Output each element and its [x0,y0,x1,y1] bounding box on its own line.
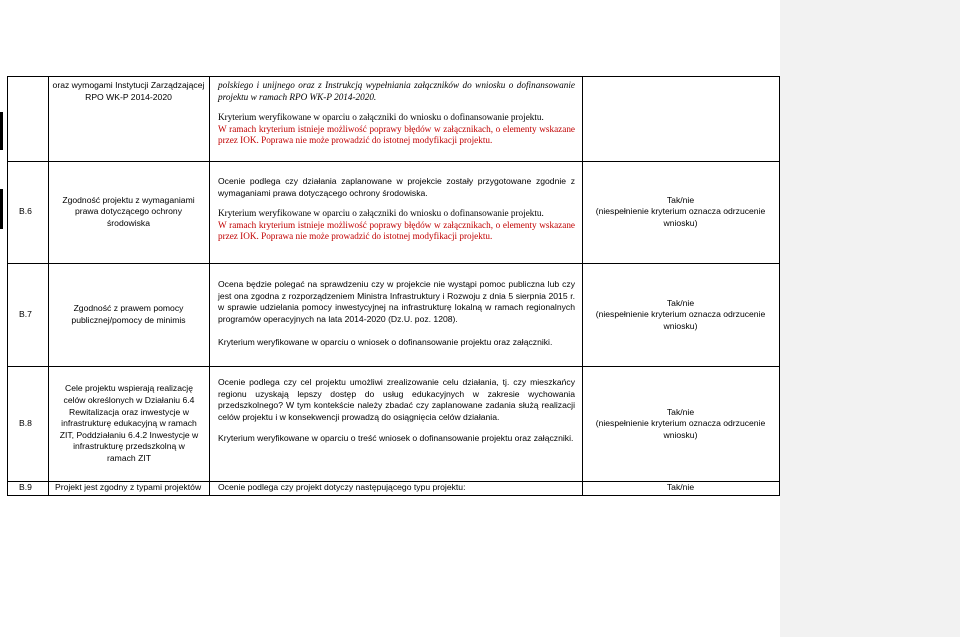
criterion-description [218,80,575,147]
criterion-correction-note: W ramach kryterium istnieje możliwość poprawy błędów w załącznikach, o elementy wskazane przez IOK. Poprawa nie może prowadzić do istotnej modyfikacji projektu. [218,219,575,242]
criterion-id: B.9 [19,482,32,492]
criterion-name: oraz wymogami Instytucji Zarządzającej RPO WK-P 2014-2020 [52,80,205,102]
criterion-id: B.7 [19,309,32,320]
col-border-id [48,76,49,496]
criterion-verdict: Tak/nie (niespełnienie kryterium oznacza odrzucenie wniosku) [595,194,766,228]
criterion-scope: Ocenie podlega czy działania zaplanowane w projekcie zostały przygotowane zgodnie z wymaganiami prawa dotyczącego ochrony środowiska. [218,176,575,198]
criterion-scope: Ocenie podlega czy cel projektu umożliwi zrealizowanie celu działania, tj. czy mieszkańcy regionu uzyskają lepszy dostęp do usług edukacyjnych w zakresie wychowania przedszkolnego? W tym kontekście należy zbadać czy zaplanowane zadania służą realizacji celów projektu i w konsekwencji prowadzą do osiągnięcia celów działania. [218,377,575,422]
criterion-verdict: Tak/nie [666,482,695,492]
col-border-name [209,76,210,496]
criterion-name: Cele projektu wspierają realizację celów określonych w Działaniu 6.4 Rewitalizacja oraz inwestycje w infrastrukturę edukacyjną w ramach ZIT, Poddziałaniu 6.4.2 Inwestycje w infrastrukturę przedszkolną w ramach ZIT [59,383,199,463]
criterion-id: B.6 [19,206,32,217]
criterion-description: Ocenie podlega czy projekt dotyczy następującego typu projektu: [218,482,466,492]
comments-pane [780,0,960,637]
criterion-verification: Kryterium weryfikowane w oparciu o załączniki do wniosku o dofinansowanie projektu. [218,208,544,219]
criterion-scope: Ocena będzie polegać na sprawdzeniu czy w projekcie nie wystąpi pomoc publiczna lub czy jest ona zgodna z rozporządzeniem Ministra Infrastruktury i Rozwoju z dnia 5 sierpnia 2015 r. w sprawie udzielania pomocy inwestycyjnej na infrastrukturę lokalną w ramach regionalnych programów operacyjnych na lata 2014-2020 (Dz.U. poz. 1208). [218,279,575,324]
criterion-name: Projekt jest zgodny z typami projektów [55,482,202,492]
criterion-verification: Kryterium weryfikowane w oparciu o wniosek o dofinansowanie projektu oraz załączniki. [218,337,553,348]
criterion-verification: Kryterium weryfikowane w oparciu o treść wniosek o dofinansowanie projektu oraz załączniki. [218,433,574,444]
change-marker [0,112,3,150]
col-border-desc [582,76,583,496]
criterion-name: Zgodność projektu z wymaganiami prawa dotyczącego ochrony środowiska [62,194,195,228]
criterion-description [218,377,575,445]
criterion-verification: Kryterium weryfikowane w oparciu o załączniki do wniosku o dofinansowanie projektu. [218,112,544,123]
criterion-name: Zgodność z prawem pomocy publicznej/pomocy de minimis [71,303,186,325]
criterion-description-text: polskiego i unijnego oraz z Instrukcją wypełniania załączników do wniosku o dofinansowanie projektu w ramach RPO WK-P 2014-2020. [218,80,575,102]
criterion-description [218,279,575,349]
criterion-description [218,176,575,243]
row-border-top [7,76,780,77]
col-border-left [7,76,8,496]
row-border-b9-bottom [7,495,780,496]
criterion-verdict: Tak/nie (niespełnienie kryterium oznacza odrzucenie wniosku) [595,406,766,440]
criterion-id: B.8 [19,418,32,429]
criterion-correction-note: W ramach kryterium istnieje możliwość poprawy błędów w załącznikach, o elementy wskazane przez IOK. Poprawa nie może prowadzić do istotnej modyfikacji projektu. [218,123,575,146]
criterion-verdict: Tak/nie (niespełnienie kryterium oznacza odrzucenie wniosku) [595,297,766,331]
change-marker [0,189,3,229]
